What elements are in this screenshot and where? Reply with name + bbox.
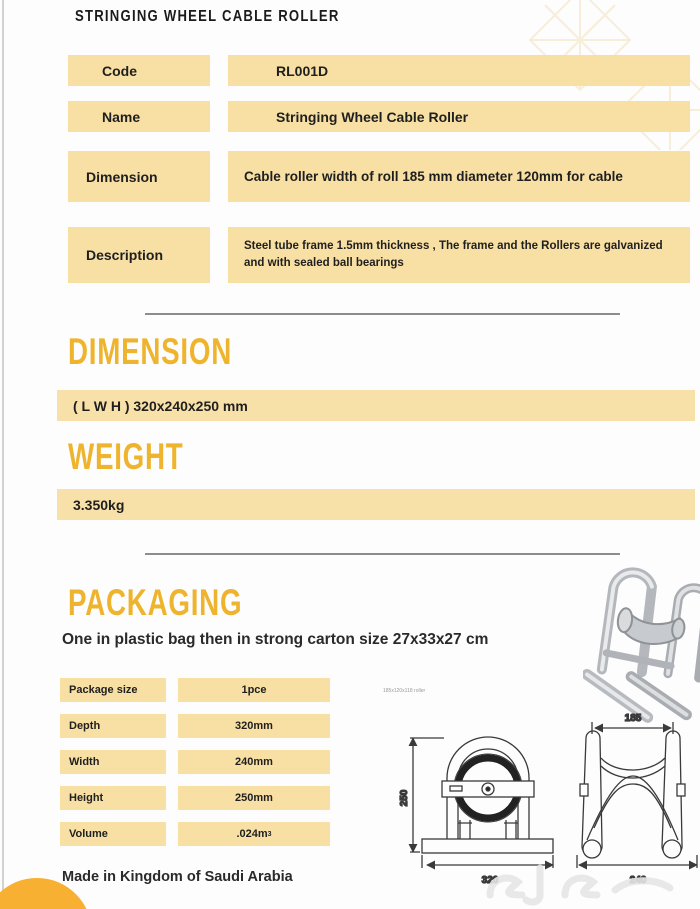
volume-number: .024m bbox=[236, 828, 268, 840]
packaging-heading: PACKAGING bbox=[68, 582, 243, 623]
drawing-caption: 185x120x118 roller bbox=[383, 688, 426, 694]
front-width-dim: 320 bbox=[481, 875, 499, 886]
packaging-value-volume bbox=[178, 822, 330, 846]
spec-label-dimension: Dimension bbox=[68, 151, 210, 202]
weight-value-band: 3.350kg bbox=[57, 489, 695, 520]
packaging-label-height: Height bbox=[60, 786, 166, 810]
packaging-label-width: Width bbox=[60, 750, 166, 774]
spec-label-name: Name bbox=[68, 101, 210, 132]
spec-value-name: Stringing Wheel Cable Roller bbox=[228, 101, 690, 132]
volume-exponent: 3 bbox=[267, 830, 272, 838]
section-divider bbox=[145, 313, 620, 315]
packaging-note: One in plastic bag then in strong carton size 27x33x27 cm bbox=[62, 631, 489, 648]
dimension-heading: DIMENSION bbox=[68, 331, 233, 372]
spec-value-dimension: Cable roller width of roll 185 mm diameter 120mm for cable bbox=[228, 151, 690, 202]
packaging-label-volume: Volume bbox=[60, 822, 166, 846]
packaging-value-package-size: 1pce bbox=[178, 678, 330, 702]
spec-label-description: Description bbox=[68, 227, 210, 283]
watermark-logo bbox=[470, 850, 700, 909]
packaging-label-depth: Depth bbox=[60, 714, 166, 738]
made-in-label: Made in Kingdom of Saudi Arabia bbox=[62, 869, 293, 885]
weight-heading: WEIGHT bbox=[68, 436, 184, 477]
packaging-value-height: 250mm bbox=[178, 786, 330, 810]
side-top-dim: 185 bbox=[624, 713, 642, 724]
side-width-dim: 240 bbox=[629, 875, 647, 886]
front-height-dim: 250 bbox=[399, 789, 410, 807]
page-title: STRINGING WHEEL CABLE ROLLER bbox=[75, 8, 340, 25]
packaging-value-width: 240mm bbox=[178, 750, 330, 774]
packaging-label-package-size: Package size bbox=[60, 678, 166, 702]
packaging-value-depth: 320mm bbox=[178, 714, 330, 738]
left-border-rule bbox=[2, 0, 4, 909]
section-divider bbox=[145, 553, 620, 555]
spec-value-description: Steel tube frame 1.5mm thickness , The frame and the Rollers are galvanized and with sealed ball bearings bbox=[228, 227, 690, 283]
dimension-value-band: ( L W H ) 320x240x250 mm bbox=[57, 390, 695, 421]
spec-label-code: Code bbox=[68, 55, 210, 86]
spec-value-code: RL001D bbox=[228, 55, 690, 86]
